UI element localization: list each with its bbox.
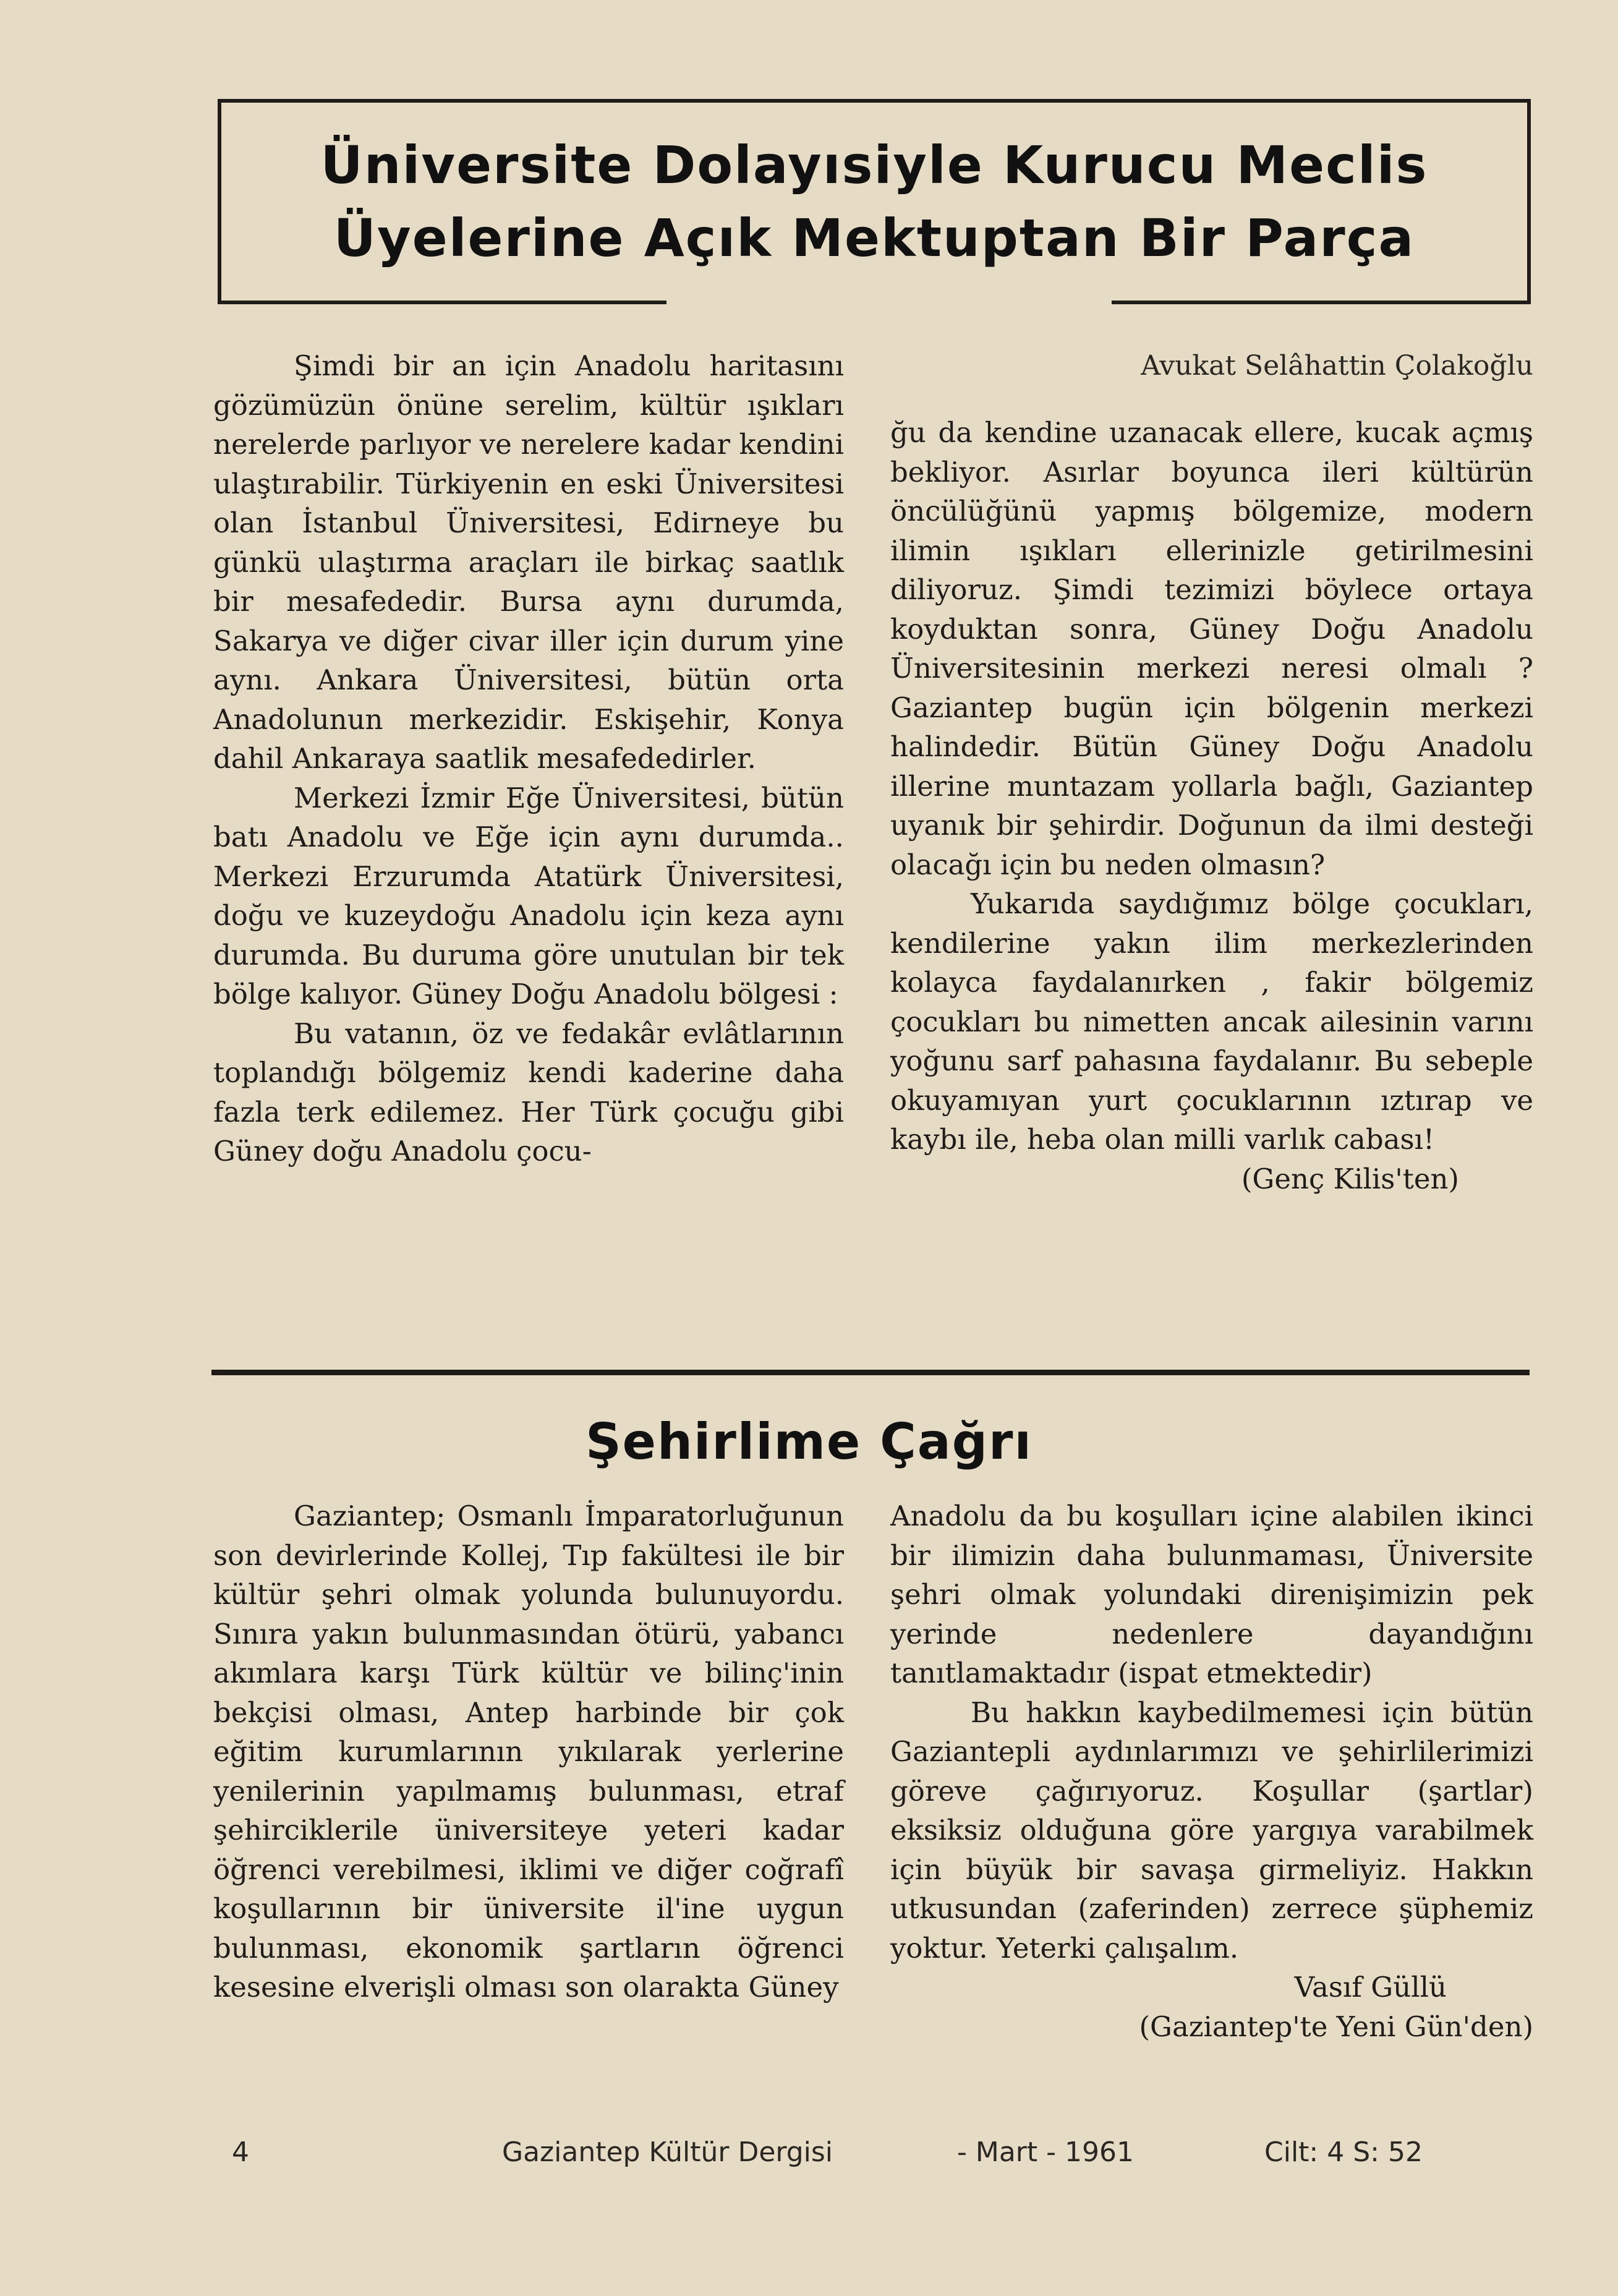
volume-issue: Cilt: 4 S: 52 <box>1264 2136 1423 2168</box>
letter-right-column <box>890 413 1533 1198</box>
article-paragraph: Gaziantep; Osmanlı İmparatorluğunun son devirlerinde Kollej, Tıp fakültesi ile bir kültür şehri olmak yolunda bulunuyordu. Sınıra yakın bulunmasından ötürü, yabancı akımlara karşı Türk kültür ve bilinç'inin bekçisi olması, Antep harbinde bir çok eğitim kurumlarının yıkılarak yerlerine yenilerinin yapılmamış bulunması, etraf şehirciklerile üniversiteye yeteri kadar öğrenci verebilmesi, iklimi ve diğer coğrafî koşullarının bir üniversite il'ine uygun bulunması, ekonomik şartların öğrenci kesesine elverişli olması son olarakta Güney <box>213 1500 844 2004</box>
article-right-column <box>890 1496 1533 2046</box>
letter-source: (Genç Kilis'ten) <box>1241 1162 1459 1195</box>
article-source: (Gaziantep'te Yeni Gün'den) <box>1139 2010 1533 2043</box>
article-left-column <box>213 1496 844 2007</box>
letter-paragraph: Merkezi İzmir Eğe Üniversitesi, bütün batı Anadolu ve Eğe için aynı durumda.. Merkezi Erzurumda Atatürk Üniversitesi, doğu ve kuzeydoğu Anadolu için keza aynı durumda. Bu duruma göre unutulan bir tek bölge kalıyor. Güney Doğu Anadolu bölgesi : <box>213 781 844 1010</box>
issue-date: - Mart - 1961 <box>957 2136 1134 2168</box>
section-divider <box>211 1370 1530 1375</box>
letter-paragraph: ğu da kendine uzanacak ellere, kucak açmış bekliyor. Asırlar boyunca ileri kültürün öncülüğünü yapmış bölgemize, modern ilimin ışıkları ellerinizle getirilmesini diliyoruz. Şimdi tezimizi böylece ortaya koyduktan sonra, Güney Doğu Anadolu Üniversitesinin merkezi neresi olmalı ? Gaziantep bugün için bölgenin merkezi halindedir. Bütün Güney Doğu Anadolu illerine muntazam yollarla bağlı, Gaziantep uyanık bir şehirdir. Doğunun da ilmi desteği olacağı için bu neden olmasın? <box>890 416 1533 881</box>
letter-paragraph: Bu vatanın, öz ve fedakâr evlâtlarının toplandığı bölgemiz kendi kaderine daha fazla terk edilemez. Her Türk çocuğu gibi Güney doğu Anadolu çocu- <box>213 1017 844 1167</box>
letter-author: Avukat Selâhattin Çolakoğlu <box>1141 350 1533 382</box>
article-author: Vasıf Güllü <box>1294 1971 1447 2004</box>
letter-left-column <box>213 346 844 1171</box>
box-border-gap <box>666 299 1112 309</box>
letter-paragraph: Yukarıda saydığımız bölge çocukları, kendilerine yakın ilim merkezlerinden kolayca faydalanırken , fakir bölgemiz çocukları bu nimetten ancak ailesinin varını yoğunu sarf pahasına faydalanır. Bu sebeple okuyamıyan yurt çocuklarının ıztırap ve kaybı ile, heba olan milli varlık cabası! <box>890 887 1533 1156</box>
journal-name: Gaziantep Kültür Dergisi <box>502 2136 833 2168</box>
article-paragraph: Bu hakkın kaybedilmemesi için bütün Gaziantepli aydınlarımızı ve şehirlilerimizi göreve çağırıyoruz. Koşullar (şartlar) eksiksiz olduğuna göre yargıya varabilmek için büyük bir savaşa girmeliyiz. Hakkın utkusundan (zaferinden) zerrece şüphemiz yoktur. Yeterki çalışalım. <box>890 1696 1533 1965</box>
headline-line-1: Üniversite Dolayısiyle Kurucu Meclis <box>320 135 1428 195</box>
headline-box <box>218 99 1531 304</box>
page-number: 4 <box>232 2136 249 2168</box>
article-title: Şehirlime Çağrı <box>585 1413 1033 1470</box>
letter-paragraph: Şimdi bir an için Anadolu haritasını gözümüzün önüne serelim, kültür ışıkları nerelerde parlıyor ve nerelere kadar kendini ulaştırabilir. Türkiyenin en eski Üniversitesi olan İstanbul Üniversitesi, Edirneye bu günkü ulaştırma araçları ile birkaç saatlık bir mesafededir. Bursa aynı durumda, Sakarya ve diğer civar iller için durum yine aynı. Ankara Üniversitesi, bütün orta Anadolunun merkezidir. Eskişehir, Konya dahil Ankaraya saatlik mesafededirler. <box>213 349 844 775</box>
headline-line-2: Üyelerine Açık Mektuptan Bir Parça <box>333 208 1415 268</box>
article-paragraph: Anadolu da bu koşulları içine alabilen ikinci bir ilimizin daha bulunmaması, Üniversite şehri olmak yolundaki direnişimizin pek yerinde nedenlere dayandığını tanıtlamaktadır (ispat etmektedir) <box>890 1500 1533 1689</box>
